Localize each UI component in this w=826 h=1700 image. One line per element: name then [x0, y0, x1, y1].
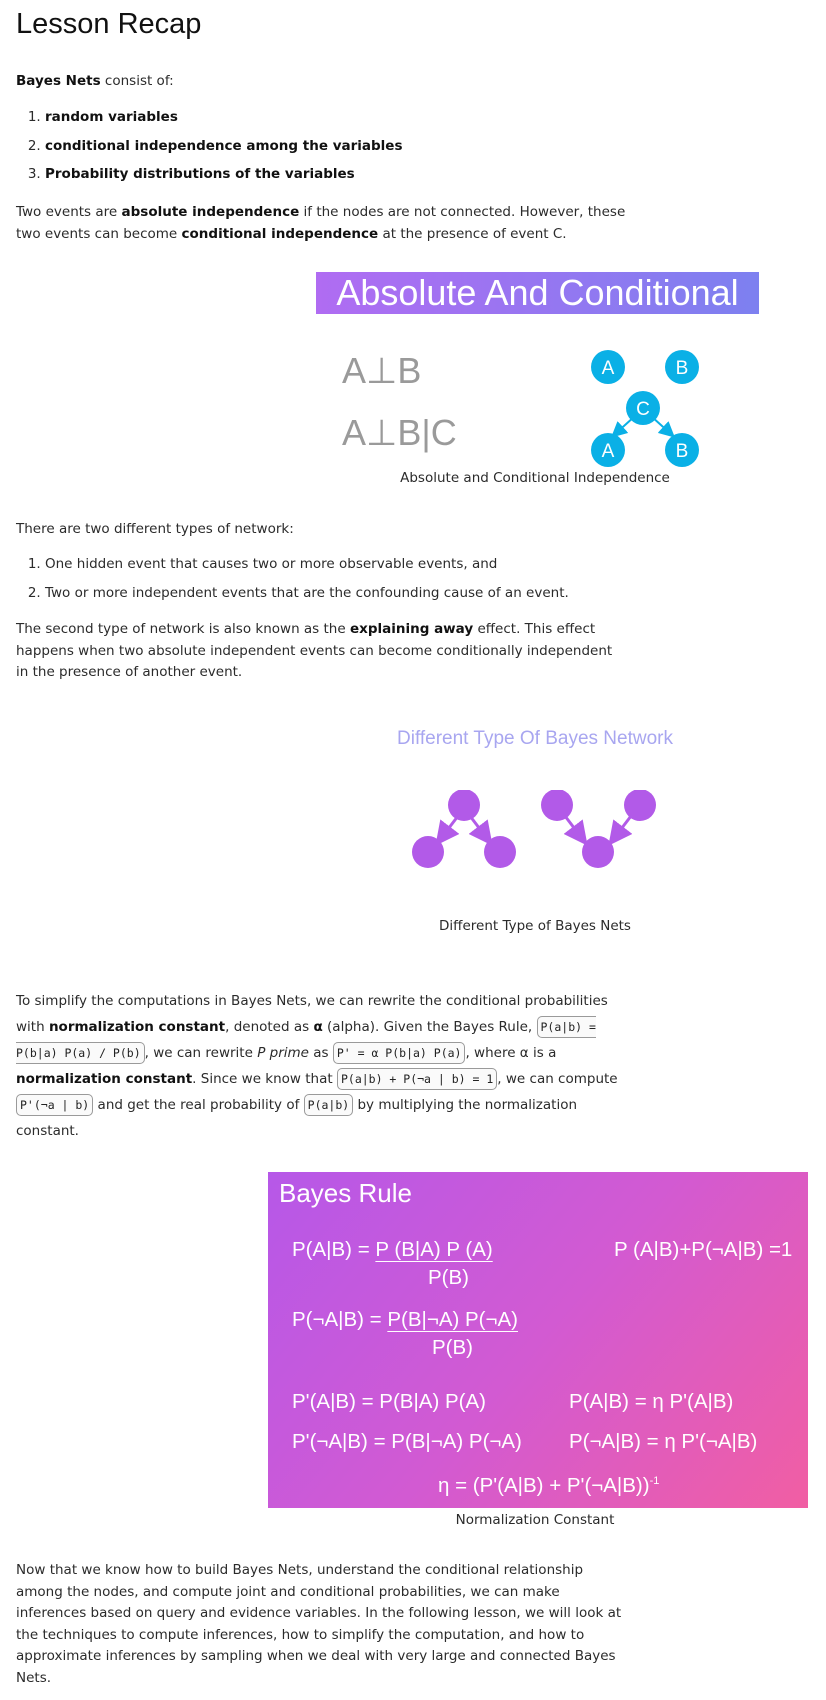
node-a-bottom — [591, 433, 625, 467]
bold-term: normalization constant — [48, 1019, 226, 1035]
observed-node-right — [484, 836, 516, 868]
text: , we can compute — [497, 1071, 618, 1087]
list-item: 1. One hidden event that causes two or more observable events, and — [45, 550, 569, 579]
text: The second type of network is also known as the — [16, 621, 350, 637]
network-types-list — [16, 550, 569, 607]
code-p-a-given-b: P(a|b) — [304, 1094, 354, 1116]
list-item: 2. Two or more independent events that are the confounding cause of an event. — [45, 579, 569, 608]
svg-text:C: C — [636, 399, 650, 420]
text: , where α is a — [465, 1045, 557, 1061]
sum-to-one-formula: P (A|B)+P(¬A|B) =1 — [614, 1238, 793, 1261]
independence-graph — [578, 340, 708, 475]
svg-text:A: A — [601, 358, 615, 379]
figure1-banner: Absolute And Conditional — [316, 272, 759, 314]
text: , denoted as — [225, 1019, 314, 1035]
formula-numerator: P (B|A) P (A) — [375, 1238, 493, 1261]
effect-node — [582, 836, 614, 868]
svg-text:B: B — [675, 358, 689, 379]
p-prime-a-formula: P'(A|B) = P(B|A) P(A) — [292, 1390, 486, 1413]
formula-lhs: P(¬A|B) = — [292, 1308, 388, 1331]
text: . Since we know that — [192, 1071, 337, 1087]
text: as — [308, 1045, 333, 1061]
network-intro: There are two different types of network: — [16, 521, 294, 537]
bold-term: normalization constant — [16, 1071, 193, 1087]
independence-paragraph — [16, 202, 628, 245]
text: To simplify the computations in Bayes Nets, we can rewrite the conditional probabilities with — [16, 993, 608, 1035]
intro-text — [16, 71, 174, 93]
eta-expression: η = (P'(A|B) + P'(¬A|B)) — [438, 1474, 650, 1497]
text: effect. This effect happens when two absolute independent events can become conditionally independent in the presence of another event. — [16, 621, 613, 680]
bayes-rule-title: Bayes Rule — [279, 1178, 412, 1208]
network-types-graph — [400, 790, 670, 890]
bayes-rule-formula — [292, 1238, 493, 1262]
cause-node-left — [541, 790, 573, 821]
absolute-independence-expression: A⊥B — [342, 350, 422, 391]
alpha-symbol: α — [313, 1019, 323, 1035]
list-item — [45, 132, 403, 161]
formula-denominator: P(B) — [428, 1266, 469, 1289]
bold-term: conditional independence — [181, 225, 379, 242]
list-item — [45, 103, 403, 132]
formula-numerator: P(B|¬A) P(¬A) — [387, 1308, 518, 1331]
intro-rest: consist of: — [100, 73, 174, 89]
figure3-caption: Normalization Constant — [455, 1512, 615, 1528]
code-sum-to-one: P(a|b) + P(¬a | b) = 1 — [337, 1068, 497, 1090]
edge-hidden-left — [439, 816, 458, 841]
text: Two events are — [16, 204, 122, 220]
normalized-not-a-formula: P(¬A|B) = η P'(¬A|B) — [569, 1430, 758, 1453]
list-item-text: conditional independence among the variables — [45, 137, 403, 154]
code-bayes-rule: P(a|b) = P(b|a) P(a) / P(b) — [16, 1016, 596, 1064]
formula-lhs: P(A|B) = — [292, 1238, 376, 1261]
edge-cause-right — [612, 816, 631, 841]
explaining-away-paragraph — [16, 619, 622, 684]
edge-cause-left — [565, 816, 584, 841]
text: if the nodes are not connected. However, these two events can become — [16, 204, 626, 242]
text: and get the real probability of — [93, 1097, 304, 1113]
figure2-heading: Different Type Of Bayes Network — [397, 728, 673, 749]
text: by multiplying the normalization constant. — [16, 1097, 578, 1139]
intro-bold: Bayes Nets — [16, 73, 101, 89]
text: at the presence of event C. — [378, 225, 567, 242]
bold-term: absolute independence — [121, 204, 300, 220]
text: , we can rewrite — [144, 1045, 258, 1061]
svg-text:B: B — [675, 441, 689, 462]
normalized-a-formula: P(A|B) = η P'(A|B) — [569, 1390, 734, 1413]
figure2-caption: Different Type of Bayes Nets — [439, 918, 631, 934]
edge-hidden-right — [470, 816, 489, 841]
bayes-rule-not-a-formula — [292, 1308, 518, 1332]
text: (alpha). Given the Bayes Rule, — [322, 1019, 537, 1035]
closing-paragraph: Now that we know how to build Bayes Nets, understand the conditional relationship among the nodes, and compute joint and conditional probabilities, we can make inferences based on query and evidence variables. In the following lesson, we will look at the techniques to compute inferences, how to simplify the computation, and how to approximate inferences by sampling when we deal with very large and connected Bayes Nets. — [16, 1562, 622, 1686]
bayes-rule-figure — [268, 1172, 808, 1508]
svg-text:A: A — [601, 441, 615, 462]
eta-exponent: -1 — [649, 1475, 660, 1488]
node-b-bottom — [665, 433, 699, 467]
eta-formula — [438, 1474, 659, 1498]
observed-node-left — [412, 836, 444, 868]
normalization-paragraph — [16, 988, 636, 1144]
cause-node-right — [624, 790, 656, 821]
formula-denominator: P(B) — [432, 1336, 473, 1359]
italic-term: P prime — [257, 1045, 309, 1061]
node-a-top — [591, 350, 625, 384]
list-item — [45, 160, 403, 189]
code-p-prime-not-a: P'(¬a | b) — [16, 1094, 93, 1116]
bold-term: explaining away — [349, 621, 474, 637]
page-title: Lesson Recap — [16, 8, 202, 40]
figure1-caption: Absolute and Conditional Independence — [400, 470, 670, 486]
p-prime-not-a-formula: P'(¬A|B) = P(B|¬A) P(¬A) — [292, 1430, 522, 1453]
hidden-node — [448, 790, 480, 821]
components-list — [16, 103, 403, 189]
conditional-independence-expression: A⊥B|C — [342, 412, 457, 453]
node-c — [626, 391, 660, 425]
list-item-text: Probability distributions of the variables — [45, 166, 355, 182]
code-p-prime: P' = α P(b|a) P(a) — [333, 1042, 466, 1064]
list-item-text: random variables — [45, 109, 178, 125]
node-b-top — [665, 350, 699, 384]
